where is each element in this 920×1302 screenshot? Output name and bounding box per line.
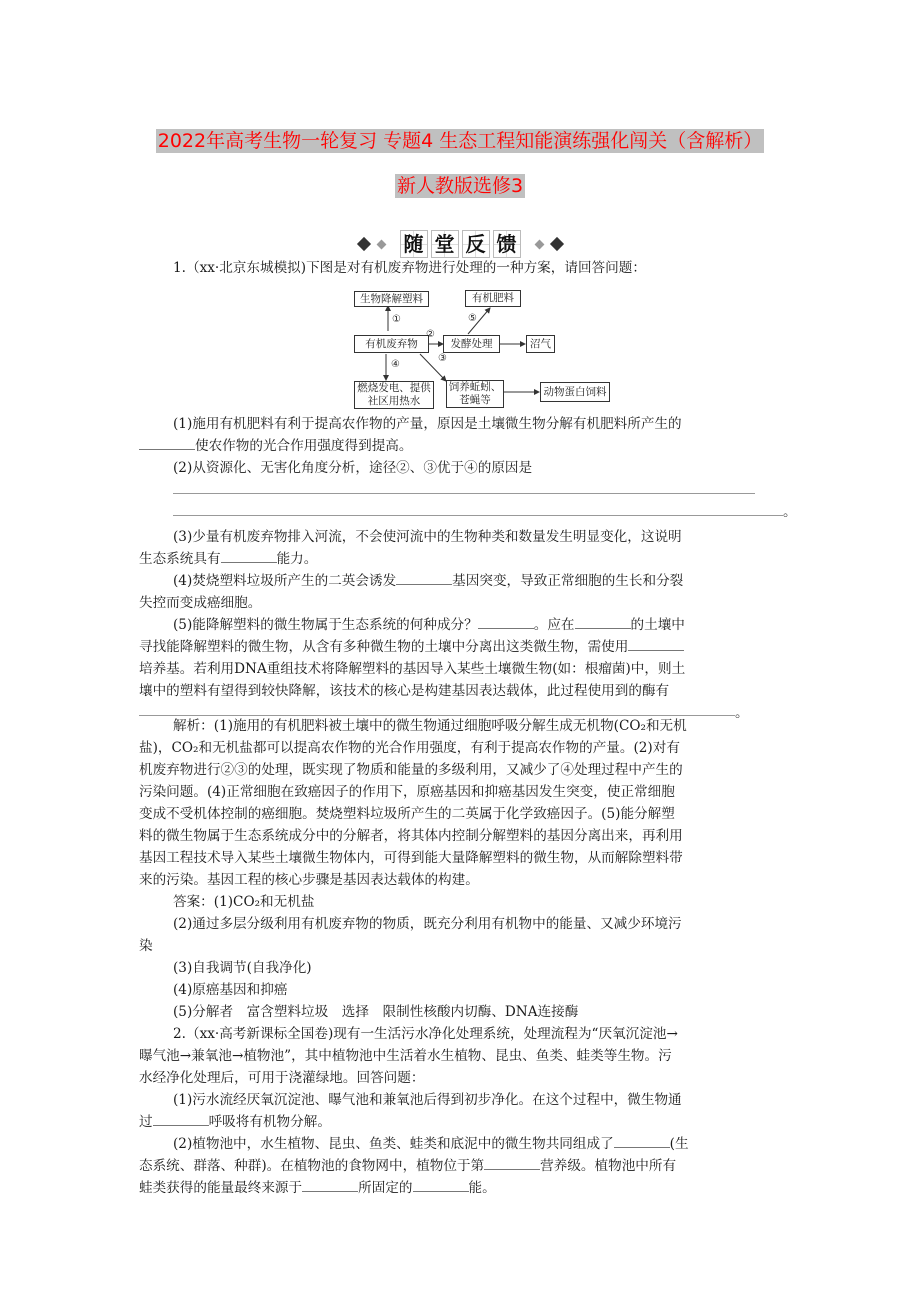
banner-char: 反 <box>462 230 490 258</box>
analysis-line: 盐)，CO₂和无机盐都可以提高农作物的光合作用强度，有利于提高农作物的产量。(2)对有 <box>139 740 680 756</box>
document-title-line1 <box>0 129 920 153</box>
text: 所固定的 <box>358 1180 413 1196</box>
path-label-5: ⑤ <box>468 313 477 324</box>
diamond-icon <box>549 237 563 251</box>
analysis-line: 解析：(1)施用的有机肥料被土壤中的微生物通过细胞呼吸分解生成无机物(CO₂和无机 <box>173 718 687 734</box>
q2-part2-line2 <box>139 1156 781 1176</box>
node-organic-waste: 有机废弃物 <box>354 335 429 353</box>
flow-diagram <box>340 285 620 410</box>
text: 蛙类获得的能量最终来源于 <box>139 1180 303 1196</box>
banner-chars <box>400 230 521 258</box>
text: 营养级。植物池中所有 <box>540 1158 677 1174</box>
banner-char: 堂 <box>431 230 459 258</box>
path-label-1: ① <box>392 314 401 325</box>
path-label-2: ② <box>426 329 435 340</box>
analysis-line: 来的污染。基因工程的核心步骤是基因表达载体的构建。 <box>139 872 479 888</box>
text: (4)焚烧塑料垃圾所产生的二英会诱发 <box>173 573 397 589</box>
q2-part2-line3 <box>139 1178 781 1198</box>
question-2-line2: 曝气池→兼氧池→植物池”，其中植物池中生活着水生植物、昆虫、鱼类、蛙类等生物。污 <box>139 1048 672 1064</box>
node-organic-fertilizer: 有机肥料 <box>465 290 521 307</box>
banner-char: 馈 <box>493 230 521 258</box>
analysis-line: 料的微生物属于生态系统成分中的分解者，将其体内控制分解塑料的基因分离出来，再利用 <box>139 828 683 844</box>
section-banner <box>0 229 920 259</box>
banner-char: 随 <box>400 230 428 258</box>
text: (2)植物池中，水生植物、昆虫、鱼类、蛙类和底泥中的微生物共同组成了 <box>173 1136 614 1152</box>
text: 寻找能降解塑料的微生物，从含有多种微生物的土壤中分离出这类微生物，需使用 <box>139 639 629 655</box>
answer-1: 答案：(1)CO₂和无机盐 <box>173 894 315 910</box>
answer-blank[interactable] <box>575 616 631 629</box>
analysis-line: 机废弃物进行②③的处理，既实现了物质和能量的多级利用，又减少了④处理过程中产生的 <box>139 762 683 778</box>
text: (5)能降解塑料的微生物属于生态系统的何种成分？ <box>173 617 478 633</box>
text: 的土壤中 <box>630 617 685 633</box>
q2-part1-line2 <box>139 1112 781 1132</box>
q2-part1-line1: (1)污水流经厌氧沉淀池、曝气池和兼氧池后得到初步净化。在这个过程中，微生物通 <box>173 1092 682 1108</box>
question-2-line1: 2.（xx·高考新课标全国卷)现有一生活污水净化处理系统，处理流程为“厌氧沉淀池→ <box>173 1026 678 1042</box>
text: 呼吸将有机物分解。 <box>208 1114 331 1130</box>
answer-blank[interactable] <box>413 1179 469 1192</box>
answer-blank[interactable] <box>302 1179 358 1192</box>
q1-part3-line1: (3)少量有机废弃物排入河流，不会使河流中的生物种类和数量发生明显变化，这说明 <box>173 529 682 545</box>
text: (生 <box>669 1136 689 1152</box>
document-title-line2 <box>0 174 920 198</box>
analysis-line: 基因工程技术导入某些土壤微生物体内，可得到能大量降解塑料的微生物，从而解除塑料带 <box>139 850 683 866</box>
q1-part1-text: 使农作物的光合作用强度得到提高。 <box>195 438 413 454</box>
text: 能。 <box>468 1180 496 1196</box>
answer-5: (5)分解者 富含塑料垃圾 选择 限制性核酸内切酶、DNA连接酶 <box>173 1004 579 1020</box>
path-label-3: ③ <box>438 353 447 364</box>
q1-part2: (2)从资源化、无害化角度分析，途径②、③优于④的原因是 <box>173 460 533 476</box>
q1-part1-line2 <box>139 436 781 456</box>
diamond-icon <box>534 239 544 249</box>
answer-3: (3)自我调节(自我净化) <box>173 960 312 976</box>
q1-part3-line2 <box>139 549 781 569</box>
analysis-line: 变成不受机体控制的癌细胞。焚烧塑料垃圾所产生的二英属于化学致癌因子。(5)能分解塑 <box>139 806 675 822</box>
q1-part1-line1: (1)施用有机肥料有利于提高农作物的产量，原因是土壤微生物分解有机肥料所产生的 <box>173 416 682 432</box>
answer-blank[interactable] <box>396 572 452 585</box>
path-label-4: ④ <box>391 359 400 370</box>
question-1-stem: 1.（xx·北京东城模拟)下图是对有机废弃物进行处理的一种方案，请回答问题： <box>173 260 646 276</box>
answer-blank[interactable] <box>153 1113 209 1126</box>
text: 生态系统具有 <box>139 551 221 567</box>
text: 态系统、群落、种群)。在植物池的食物网中，植物位于第 <box>139 1158 485 1174</box>
node-animal-protein-feed: 动物蛋白饲料 <box>540 382 610 402</box>
q1-part5-line2 <box>139 637 781 657</box>
question-2-line3: 水经净化处理后，可用于浇灌绿地。回答问题： <box>139 1070 425 1086</box>
diamond-icon <box>376 239 386 249</box>
answer-line[interactable] <box>173 515 783 516</box>
q1-part5-line3: 培养基。若利用DNA重组技术将降解塑料的基因导入某些土壤微生物(如：根瘤菌)中，则土 <box>139 661 686 677</box>
answer-blank[interactable] <box>484 1157 540 1170</box>
answer-blank[interactable] <box>139 437 195 450</box>
node-fermentation: 发酵处理 <box>443 335 500 353</box>
q1-part5-end: 。 <box>735 705 749 721</box>
text: 过 <box>139 1114 153 1130</box>
answer-2-line1: (2)通过多层分级利用有机废弃物的物质，既充分利用有机物中的能量、又减少环境污 <box>173 916 682 932</box>
q1-part2-end: 。 <box>783 504 797 520</box>
q2-part2-line1 <box>139 1134 815 1154</box>
text: 。应在 <box>533 617 575 633</box>
title-line2-text: 新人教版选修3 <box>396 175 524 197</box>
node-earthworm-fly: 饲养蚯蚓、苍蝇等 <box>446 380 504 408</box>
answer-blank[interactable] <box>478 616 534 629</box>
answer-2-line2: 染 <box>139 938 153 954</box>
analysis-line: 污染问题。(4)正常细胞在致癌因子的作用下，原癌基因和抑癌基因发生突变，使正常细胞 <box>139 784 675 800</box>
q1-part5-line1 <box>139 615 815 635</box>
q1-part5-line4: 壤中的塑料有望得到较快降解，该技术的核心是构建基因表达载体，此过程使用到的酶有 <box>139 683 670 699</box>
node-burn-power: 燃烧发电、提供社区用热水 <box>354 381 434 409</box>
answer-blank[interactable] <box>614 1135 670 1148</box>
node-biodegradable-plastic: 生物降解塑料 <box>354 291 429 307</box>
answer-line[interactable] <box>173 493 755 494</box>
node-biogas: 沼气 <box>526 335 555 353</box>
answer-4: (4)原癌基因和抑癌 <box>173 982 288 998</box>
answer-blank[interactable] <box>221 550 277 563</box>
q1-part4-line1 <box>139 571 815 591</box>
diamond-icon <box>356 237 370 251</box>
text: 能力。 <box>276 551 318 567</box>
answer-blank[interactable] <box>628 638 684 651</box>
title-line1-text: 2022年高考生物一轮复习 专题4 生态工程知能演练强化闯关（含解析） <box>157 130 763 152</box>
q1-part4-line2: 失控而变成癌细胞。 <box>139 595 262 611</box>
text: 基因突变，导致正常细胞的生长和分裂 <box>452 573 684 589</box>
